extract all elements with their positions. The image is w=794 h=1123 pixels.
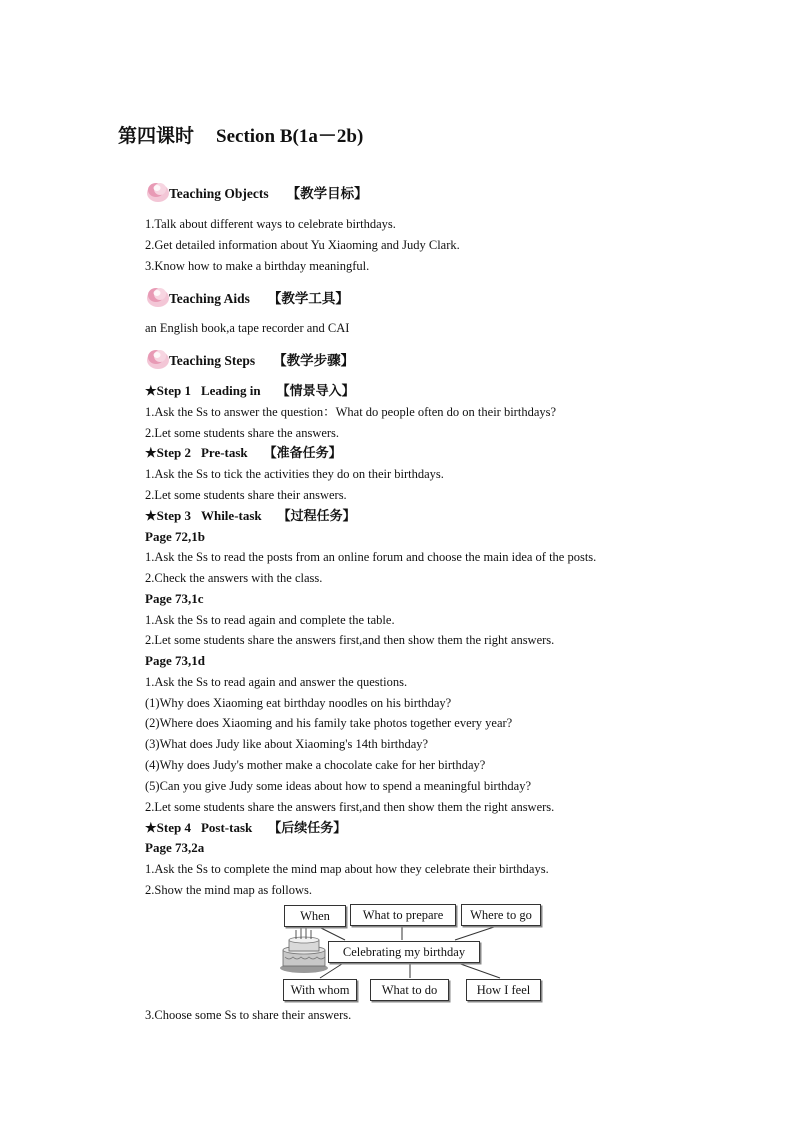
step-item: 2.Check the answers with the class. xyxy=(145,571,323,585)
aids-title: Teaching Aids xyxy=(169,291,250,306)
mind-map-center-node: Celebrating my birthday xyxy=(328,941,480,963)
mind-map-node-what-to-do: What to do xyxy=(370,979,449,1001)
step-name-cn: 【准备任务】 xyxy=(263,445,342,460)
mind-map-node-with-whom: With whom xyxy=(283,979,357,1001)
step-item: 3.Choose some Ss to share their answers. xyxy=(145,1008,352,1022)
step-label: ★Step 1 xyxy=(145,383,191,398)
page-reference: Page 73,1d xyxy=(145,653,205,668)
page-reference: Page 72,1b xyxy=(145,529,205,544)
objective-item: 3.Know how to make a birthday meaningful. xyxy=(145,259,370,273)
step-name: Post-task xyxy=(200,820,253,835)
question-item: (1)Why does Xiaoming eat birthday noodles on his birthday? xyxy=(145,696,452,710)
step-item: 1.Ask the Ss to read again and answer the questions. xyxy=(145,675,408,689)
mind-map-node-what-to-prepare: What to prepare xyxy=(350,904,456,926)
step-label: ★Step 4 xyxy=(145,820,191,835)
objective-item: 1.Talk about different ways to celebrate birthdays. xyxy=(145,217,396,231)
steps-title: Teaching Steps xyxy=(169,353,256,368)
step-name-cn: 【后续任务】 xyxy=(268,820,347,835)
step-name: Leading in xyxy=(200,383,261,398)
question-item: (3)What does Judy like about Xiaoming's 14th birthday? xyxy=(145,737,429,751)
objective-item: 2.Get detailed information about Yu Xiaoming and Judy Clark. xyxy=(145,238,460,252)
aids-title-cn: 【教学工具】 xyxy=(267,291,349,306)
question-item: (5)Can you give Judy some ideas about how to spend a meaningful birthday? xyxy=(145,779,532,793)
steps-title-cn: 【教学步骤】 xyxy=(273,353,355,368)
mind-map-node-where-to-go: Where to go xyxy=(461,904,541,926)
step-item: 2.Let some students share the answers. xyxy=(145,426,340,440)
step-label: ★Step 2 xyxy=(145,445,191,460)
step-item: 2.Show the mind map as follows. xyxy=(145,883,313,897)
birthday-cake-icon xyxy=(280,928,328,973)
step-label: ★Step 3 xyxy=(145,508,191,523)
objectives-title: Teaching Objects xyxy=(169,186,269,201)
step-item: 1.Ask the Ss to read the posts from an online forum and choose the main idea of the posts. xyxy=(145,550,597,564)
step-item: 1.Ask the Ss to complete the mind map about how they celebrate their birthdays. xyxy=(145,862,549,876)
step-item: 1.Ask the Ss to read again and complete the table. xyxy=(145,613,395,627)
step-name: Pre-task xyxy=(200,445,248,460)
step-item: 2.Let some students share their answers. xyxy=(145,488,347,502)
question-item: (4)Why does Judy's mother make a chocolate cake for her birthday? xyxy=(145,758,486,772)
section-label: Section B(1a－2b) xyxy=(216,126,364,147)
lesson-label: 第四课时 xyxy=(118,126,195,147)
mind-map-node-how-i-feel: How I feel xyxy=(466,979,541,1001)
step-item: 2.Let some students share the answers first,and then show them the right answers. xyxy=(145,633,555,647)
mind-map-node-when: When xyxy=(284,905,346,927)
step-name-cn: 【情景导入】 xyxy=(276,383,355,398)
step-item: 1.Ask the Ss to tick the activities they do on their birthdays. xyxy=(145,467,444,481)
page-reference: Page 73,2a xyxy=(145,840,205,855)
step-item: 2.Let some students share the answers first,and then show them the right answers. xyxy=(145,800,555,814)
step-item: 1.Ask the Ss to answer the question：What do people often do on their birthdays? xyxy=(145,405,557,419)
question-item: (2)Where does Xiaoming and his family take photos together every year? xyxy=(145,716,513,730)
step-name: While-task xyxy=(200,508,262,523)
page-reference: Page 73,1c xyxy=(145,591,204,606)
aids-text: an English book,a tape recorder and CAI xyxy=(145,321,350,335)
objectives-title-cn: 【教学目标】 xyxy=(286,186,368,201)
step-name-cn: 【过程任务】 xyxy=(277,508,356,523)
